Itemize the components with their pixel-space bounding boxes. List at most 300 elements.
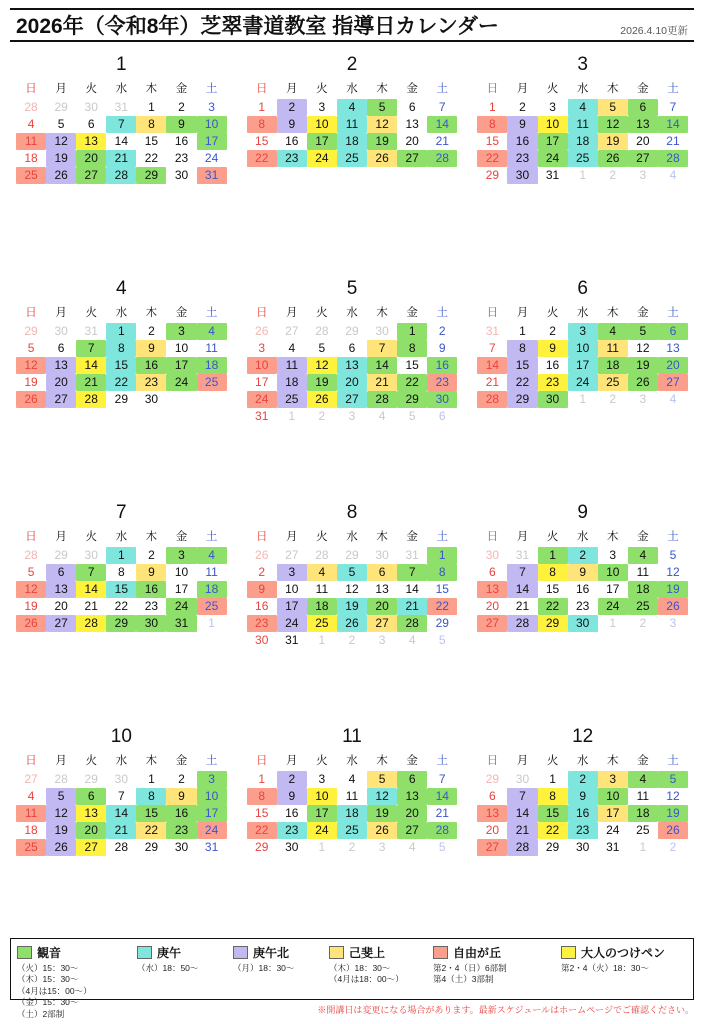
day-cell-class-kogo: 26 — [337, 615, 367, 632]
weekday-header: 木 — [376, 755, 388, 767]
month-number: 11 — [342, 726, 362, 747]
weekday-header: 水 — [115, 755, 128, 767]
day-cell: 2 — [178, 100, 185, 114]
weekday-header: 木 — [376, 83, 388, 95]
day-cell: 7 — [438, 772, 446, 786]
legend-item — [433, 944, 561, 986]
day-cell-class-jiyu: 23 — [427, 374, 457, 391]
day-cell — [277, 167, 307, 184]
week-row — [16, 547, 227, 564]
day-cell-class-kogokita: 14 — [507, 581, 537, 598]
day-cell: 31 — [485, 324, 500, 338]
weekday-header: 金 — [175, 755, 188, 767]
month-block — [467, 272, 698, 496]
day-cell: 1 — [318, 840, 326, 854]
day-cell: 16 — [575, 582, 590, 596]
day-cell-class-jiyu: 22 — [247, 150, 277, 167]
day-cell: 29 — [255, 840, 269, 854]
day-cell-class-jiyu: 22 — [247, 822, 277, 839]
day-cell: 31 — [204, 840, 219, 854]
day-cell: 18 — [24, 823, 38, 837]
day-cell: 29 — [54, 548, 68, 562]
day-cell-class-kannon: 9 — [166, 116, 196, 133]
day-cell: 15 — [485, 134, 500, 148]
month-number: 4 — [116, 278, 127, 299]
day-cell-class-kogo: 9 — [568, 788, 598, 805]
month-block — [237, 720, 468, 944]
day-cell: 27 — [285, 324, 299, 338]
day-cell: 10 — [174, 341, 189, 355]
day-cell-class-kogo: 22 — [106, 374, 136, 391]
day-cell-class-kogokita: 20 — [46, 374, 76, 391]
day-cell — [166, 391, 196, 408]
day-cell: 31 — [515, 548, 530, 562]
day-cell-class-kogo: 7 — [106, 116, 136, 133]
day-cell: 4 — [348, 772, 356, 786]
day-cell: 1 — [288, 409, 296, 423]
week-row — [247, 357, 458, 374]
day-cell: 24 — [204, 151, 219, 165]
day-cell-class-jiyu: 22 — [477, 150, 507, 167]
day-cell-class-kannon: 4 — [628, 771, 658, 788]
legend-schedule-text: （月）18：30～ — [233, 963, 295, 973]
weekday-header: 金 — [406, 307, 418, 319]
day-cell: 30 — [114, 772, 128, 786]
day-cell-class-kogo: 12 — [367, 788, 397, 805]
weekday-header: 金 — [175, 83, 188, 95]
day-cell-class-koi: 23 — [136, 374, 166, 391]
day-cell-class-otona: 26 — [307, 391, 337, 408]
day-cell-class-kannon: 3 — [166, 547, 196, 564]
week-row — [16, 133, 227, 150]
weekday-header: 水 — [346, 83, 358, 95]
update-date: 2026.4.10更新 — [620, 25, 688, 37]
month-number: 10 — [110, 726, 132, 747]
day-cell-class-koi: 26 — [367, 150, 397, 167]
day-cell-class-kannon: 24 — [166, 598, 196, 615]
day-cell: 29 — [84, 772, 98, 786]
day-cell-class-kannon: 24 — [598, 598, 628, 615]
day-cell-class-kogokita: 9 — [277, 788, 307, 805]
day-cell-class-kannon: 5 — [628, 323, 658, 340]
day-cell-class-jiyu: 26 — [658, 598, 688, 615]
month-table — [247, 750, 458, 856]
weekday-header: 火 — [85, 307, 97, 319]
day-cell-class-jiyu: 22 — [427, 598, 457, 615]
day-cell-class-kogokita: 27 — [46, 615, 76, 632]
day-cell-class-kannon: 3 — [166, 323, 196, 340]
day-cell-class-kannon: 30 — [136, 615, 166, 632]
month-number: 6 — [577, 278, 588, 299]
day-cell-class-kogo: 24 — [568, 374, 598, 391]
weekday-header: 土 — [667, 307, 679, 319]
day-cell-class-kannon: 19 — [367, 805, 397, 822]
day-cell: 29 — [345, 548, 359, 562]
day-cell-class-kogokita: 15 — [507, 357, 537, 374]
day-cell-class-kogokita: 9 — [277, 116, 307, 133]
day-cell-class-kannon: 3 — [197, 771, 227, 788]
day-cell: 12 — [666, 565, 680, 579]
day-cell: 31 — [255, 409, 269, 423]
week-row — [477, 357, 688, 374]
day-cell: 8 — [117, 565, 125, 579]
day-cell-class-kannon: 17 — [307, 133, 337, 150]
day-cell-class-jiyu: 25 — [197, 374, 227, 391]
day-cell-class-kogo: 17 — [568, 357, 598, 374]
day-cell-class-otona: 12 — [307, 357, 337, 374]
day-cell: 3 — [318, 772, 326, 786]
week-row — [247, 547, 458, 564]
day-cell-class-kogo: 23 — [568, 822, 598, 839]
day-cell-class-koi: 12 — [367, 116, 397, 133]
day-cell: 5 — [438, 840, 446, 854]
day-cell: 11 — [636, 565, 650, 579]
day-cell-class-kannon: 5 — [367, 99, 397, 116]
month-table — [247, 78, 458, 184]
day-cell-class-kogo: 14 — [106, 805, 136, 822]
weekday-header: 日 — [25, 307, 37, 319]
legend-schedule-text: 第2・4（火）18：30～ — [561, 963, 649, 973]
day-cell-class-kannon: 28 — [367, 391, 397, 408]
day-cell-class-kogo: 27 — [337, 391, 367, 408]
day-cell: 3 — [669, 616, 677, 630]
day-cell: 28 — [114, 840, 128, 854]
week-row — [247, 822, 458, 839]
weekday-header: 月 — [516, 755, 529, 767]
weekday-header: 土 — [436, 83, 449, 95]
week-row — [16, 99, 227, 116]
weekday-header: 木 — [145, 755, 158, 767]
day-cell-class-kannon: 30 — [538, 391, 568, 408]
day-cell-class-koi: 3 — [598, 771, 628, 788]
day-cell-class-kogokita: 11 — [277, 357, 307, 374]
day-cell: 28 — [24, 548, 38, 562]
day-cell-class-jiyu: 10 — [247, 357, 277, 374]
week-row — [247, 167, 458, 184]
day-cell: 4 — [669, 392, 677, 406]
legend-label: 自由が丘 — [453, 946, 502, 960]
weekday-header: 金 — [637, 307, 649, 319]
day-cell: 30 — [485, 548, 500, 562]
week-row — [477, 150, 688, 167]
day-cell-class-kannon: 28 — [427, 150, 457, 167]
day-cell-class-kannon: 4 — [628, 547, 658, 564]
day-cell-class-kogokita: 19 — [46, 822, 76, 839]
weekday-header: 金 — [637, 531, 649, 543]
day-cell: 31 — [285, 633, 299, 647]
weekday-header: 水 — [576, 307, 589, 319]
day-cell-class-koi: 21 — [367, 374, 397, 391]
day-cell: 1 — [609, 616, 617, 630]
day-cell: 17 — [606, 582, 620, 596]
week-row — [16, 771, 227, 788]
day-cell-class-kogo: 2 — [568, 547, 598, 564]
day-cell-class-kannon: 18 — [307, 598, 337, 615]
day-cell-class-kogo: 10 — [568, 340, 598, 357]
month-block — [237, 272, 468, 496]
day-cell-class-otona: 10 — [307, 116, 337, 133]
month-table — [477, 302, 688, 408]
week-row — [247, 374, 458, 391]
week-row — [16, 839, 227, 856]
day-cell: 2 — [318, 409, 326, 423]
day-cell: 19 — [24, 599, 38, 613]
day-cell: 30 — [285, 840, 299, 854]
day-cell-class-kogo: 15 — [106, 581, 136, 598]
day-cell-class-kogo: 28 — [106, 167, 136, 184]
week-row — [247, 839, 458, 856]
day-cell-class-kannon: 12 — [598, 116, 628, 133]
month-table — [16, 750, 227, 856]
day-cell-class-kogo: 13 — [337, 357, 367, 374]
month-number: 1 — [116, 54, 127, 75]
day-cell-class-jiyu: 25 — [16, 167, 46, 184]
day-cell-class-otona: 23 — [538, 374, 568, 391]
day-cell-class-kogo: 21 — [106, 150, 136, 167]
day-cell-class-otona: 9 — [538, 340, 568, 357]
day-cell-class-kannon: 10 — [197, 788, 227, 805]
legend-swatch — [561, 946, 576, 959]
weekday-header: 金 — [175, 531, 188, 543]
day-cell-class-kogokita: 29 — [507, 391, 537, 408]
day-cell: 26 — [255, 324, 269, 338]
week-row — [477, 116, 688, 133]
day-cell-class-kannon: 24 — [166, 374, 196, 391]
day-cell: 2 — [609, 392, 617, 406]
day-cell: 30 — [84, 100, 98, 114]
day-cell: 11 — [205, 565, 218, 579]
day-cell-class-kannon: 17 — [307, 805, 337, 822]
day-cell: 29 — [435, 616, 449, 630]
day-cell-class-kannon: 27 — [76, 167, 106, 184]
day-cell-class-kannon: 30 — [427, 391, 457, 408]
legend-label: 庚午北 — [253, 946, 290, 960]
day-cell-class-kogo: 2 — [568, 771, 598, 788]
legend-schedule-text: 第2・4（日）6部制 第4（土）3部制 — [433, 963, 507, 985]
day-cell: 6 — [489, 789, 496, 803]
day-cell-class-otona: 8 — [538, 564, 568, 581]
day-cell: 3 — [378, 633, 386, 647]
weekday-header: 水 — [115, 83, 128, 95]
week-row — [16, 323, 227, 340]
weekday-header: 日 — [486, 83, 499, 95]
week-row — [247, 116, 458, 133]
day-cell: 27 — [285, 548, 299, 562]
weekday-header: 土 — [436, 531, 449, 543]
day-cell-class-kogokita: 28 — [507, 839, 537, 856]
day-cell-class-jiyu: 26 — [16, 615, 46, 632]
day-cell-class-kannon: 27 — [628, 150, 658, 167]
day-cell: 26 — [255, 548, 269, 562]
day-cell-class-kogokita: 9 — [507, 116, 537, 133]
day-cell-class-kannon: 16 — [427, 357, 457, 374]
month-table — [247, 526, 458, 649]
day-cell-class-kannon: 14 — [427, 788, 457, 805]
day-cell: 9 — [438, 341, 446, 355]
day-cell: 30 — [375, 324, 389, 338]
day-cell-class-kogo: 21 — [397, 598, 427, 615]
weekday-header: 月 — [55, 531, 67, 543]
month-block — [237, 496, 468, 720]
day-cell-class-kogo: 1 — [106, 547, 136, 564]
day-cell: 5 — [57, 117, 65, 131]
weekday-header: 金 — [406, 83, 418, 95]
day-cell-class-kogokita: 7 — [507, 564, 537, 581]
day-cell: 2 — [348, 633, 356, 647]
day-cell: 20 — [636, 134, 650, 148]
day-cell: 21 — [666, 134, 680, 148]
day-cell: 28 — [315, 548, 329, 562]
weekday-header: 土 — [205, 531, 218, 543]
legend-label: 大人のつけペン — [581, 946, 666, 960]
day-cell-class-jiyu: 8 — [477, 116, 507, 133]
week-row — [477, 99, 688, 116]
legend-label: 観音 — [37, 946, 62, 960]
weekday-header: 火 — [85, 83, 97, 95]
day-cell-class-koi: 19 — [598, 133, 628, 150]
day-cell-class-kannon: 20 — [76, 150, 106, 167]
weekday-header: 火 — [546, 307, 559, 319]
day-cell: 29 — [485, 772, 500, 786]
day-cell: 2 — [148, 548, 155, 562]
day-cell-class-kogo: 16 — [568, 805, 598, 822]
day-cell: 20 — [485, 823, 500, 837]
day-cell-class-jiyu: 8 — [247, 116, 277, 133]
week-row — [477, 391, 688, 408]
day-cell-class-kogokita: 12 — [46, 133, 76, 150]
day-cell-class-kogo: 18 — [337, 133, 367, 150]
day-cell-class-kannon: 14 — [367, 357, 397, 374]
day-cell-class-kannon: 28 — [658, 150, 688, 167]
month-number: 7 — [116, 502, 127, 523]
day-cell-class-otona: 22 — [538, 822, 568, 839]
day-cell-class-kogokita: 25 — [277, 391, 307, 408]
day-cell-class-koi: 25 — [598, 374, 628, 391]
weekday-header: 火 — [85, 755, 97, 767]
day-cell: 22 — [114, 599, 128, 613]
day-cell-class-kannon: 10 — [598, 788, 628, 805]
month-block — [467, 720, 698, 944]
month-table — [477, 526, 688, 632]
day-cell: 3 — [318, 100, 326, 114]
week-row — [16, 116, 227, 133]
day-cell-class-otona: 13 — [76, 805, 106, 822]
day-cell: 31 — [114, 100, 128, 114]
day-cell: 1 — [579, 168, 586, 182]
day-cell-class-kogokita: 3 — [277, 564, 307, 581]
weekday-header: 土 — [205, 83, 218, 95]
day-cell: 2 — [519, 100, 526, 114]
week-row — [477, 598, 688, 615]
day-cell-class-kogokita: 8 — [507, 340, 537, 357]
day-cell-class-kogokita: 23 — [507, 150, 537, 167]
weekday-header: 月 — [516, 531, 529, 543]
day-cell: 31 — [84, 324, 98, 338]
day-cell-class-kogokita: 30 — [507, 167, 537, 184]
day-cell: 21 — [515, 599, 530, 613]
day-cell-class-koi: 7 — [367, 340, 397, 357]
weekday-header: 木 — [607, 307, 619, 319]
day-cell: 12 — [345, 582, 359, 596]
day-cell-class-kannon: 15 — [136, 805, 166, 822]
day-cell-class-jiyu: 27 — [658, 374, 688, 391]
day-cell-class-kogo: 5 — [337, 564, 367, 581]
day-cell-class-kannon: 29 — [106, 615, 136, 632]
day-cell: 4 — [669, 168, 677, 182]
day-cell-class-kannon: 21 — [76, 374, 106, 391]
day-cell-class-kannon: 18 — [628, 805, 658, 822]
weekday-header: 木 — [607, 531, 619, 543]
day-cell: 20 — [405, 134, 419, 148]
day-cell: 6 — [87, 117, 95, 131]
day-cell: 3 — [348, 409, 356, 423]
day-cell: 5 — [408, 409, 416, 423]
day-cell-class-kannon: 19 — [307, 374, 337, 391]
week-row — [477, 133, 688, 150]
day-cell: 15 — [545, 582, 560, 596]
weekday-header: 金 — [175, 307, 188, 319]
day-cell: 20 — [54, 599, 68, 613]
day-cell-class-jiyu: 12 — [16, 357, 46, 374]
week-row — [16, 822, 227, 839]
day-cell-class-jiyu: 13 — [477, 581, 507, 598]
weekday-header: 日 — [255, 83, 268, 95]
legend-swatch — [17, 946, 32, 959]
day-cell: 20 — [485, 599, 500, 613]
weekday-header: 火 — [546, 531, 559, 543]
legend-label: 庚午 — [157, 946, 182, 960]
day-cell-class-kannon: 6 — [658, 323, 688, 340]
week-row — [16, 150, 227, 167]
day-cell: 4 — [408, 840, 416, 854]
day-cell: 30 — [84, 548, 98, 562]
weekday-header: 土 — [205, 307, 218, 319]
day-cell: 1 — [549, 772, 556, 786]
month-table — [16, 78, 227, 184]
day-cell-class-otona: 13 — [76, 133, 106, 150]
day-cell-class-kannon: 19 — [628, 357, 658, 374]
day-cell: 30 — [515, 772, 530, 786]
day-cell: 1 — [639, 840, 647, 854]
day-cell: 2 — [178, 772, 185, 786]
day-cell-class-koi: 9 — [136, 564, 166, 581]
weekday-header: 月 — [286, 755, 298, 767]
day-cell-class-kogo: 18 — [337, 805, 367, 822]
day-cell-class-kogokita: 2 — [277, 99, 307, 116]
month-number: 3 — [577, 54, 588, 75]
day-cell: 29 — [114, 392, 128, 406]
weekday-header: 木 — [145, 307, 158, 319]
day-cell — [247, 167, 277, 184]
day-cell-class-otona: 8 — [538, 788, 568, 805]
day-cell-class-kannon: 17 — [538, 133, 568, 150]
day-cell-class-jiyu: 9 — [247, 581, 277, 598]
day-cell-class-kannon: 18 — [197, 581, 227, 598]
day-cell-class-jiyu: 14 — [477, 357, 507, 374]
weekday-header: 月 — [55, 83, 67, 95]
day-cell-class-kogokita: 5 — [46, 788, 76, 805]
day-cell-class-kannon: 14 — [427, 116, 457, 133]
week-row — [16, 391, 227, 408]
day-cell: 1 — [208, 616, 215, 630]
day-cell-class-koi: 4 — [307, 564, 337, 581]
day-cell-class-otona: 10 — [307, 788, 337, 805]
day-cell-class-koi: 9 — [136, 340, 166, 357]
legend-schedule-text: （水）18：50～ — [137, 963, 199, 973]
day-cell — [197, 391, 227, 408]
day-cell-class-jiyu: 8 — [247, 788, 277, 805]
day-cell: 29 — [485, 168, 500, 182]
